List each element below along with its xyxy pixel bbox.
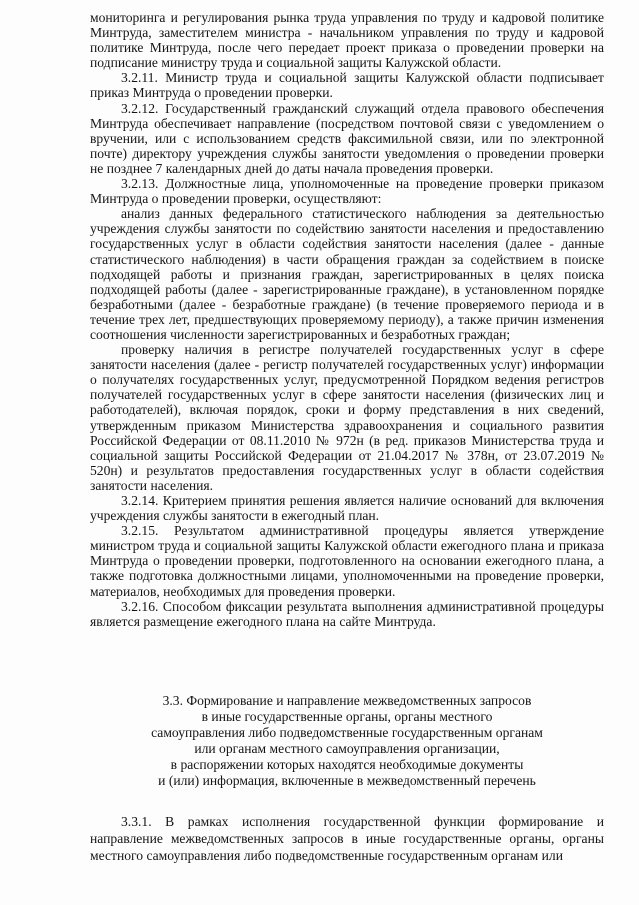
heading-line: в распоряжении которых находятся необходимые документы xyxy=(170,757,524,773)
paragraph-3-2-14: 3.2.14. Критерием принятия решения является наличие оснований для включения учреждения службы занятости в ежегодный план. xyxy=(90,493,604,524)
paragraph-analysis: анализ данных федерального статистического наблюдения за деятельностью учреждения службы занятости по содействию занятости населения и предоставлению государственных услуг в области содействия занятости населения (далее - данные статистического наблюдения) в части обращения граждан за содействием в поиске подходящей работы и признания граждан, зарегистрированных в целях поиска подходящей работы (далее - зарегистрированные граждане), в установленном порядке безработными (далее - безработные граждане) (в течение проверяемого периода и в течение трех лет, предшествующих проверяемому периоду), а также причин изменения соотношения численности зарегистрированных и безработных граждан; xyxy=(90,206,604,342)
heading-line: 3.3. Формирование и направление межведомственных запросов xyxy=(162,693,532,708)
heading-line: в иные государственные органы, органы местного xyxy=(201,709,493,725)
paragraph-register-check: проверку наличия в регистре получателей государственных услуг в сфере занятости населения (далее - регистр получателей государственных услуг) информации о получателях государственных услуг, предусмотренной Порядком ведения регистров получателей государственных услуг в сфере занятости населения (физических лиц и работодателей), включая порядок, сроки и форму представления в них сведений, утвержденным приказом Министерства здравоохранения и социального развития Российской Федерации от 08.11.2010 № 972н (в ред. приказов Министерства труда и социальной защиты Российской Федерации от 21.04.2017 № 378н, от 23.07.2019 № 520н) и результатов предоставления государственных услуг в области содействия занятости населения. xyxy=(90,342,604,493)
paragraph-continuation: мониторинга и регулирования рынка труда управления по труду и кадровой политике Минтруда, заместителем министра - начальником управления по труду и кадровой политике Минтруда, после чего передает проект приказа о проведении проверки на подписание министру труда и социальной защиты Калужской области. xyxy=(90,10,604,71)
paragraph-3-3-1: 3.3.1. В рамках исполнения государственной функции формирование и направление межведомственных запросов в иные государственные органы, органы местного самоуправления либо подведомственные государственным органам или xyxy=(90,814,604,863)
heading-line: и (или) информация, включенные в межведомственный перечень xyxy=(158,773,536,789)
paragraph-3-2-15: 3.2.15. Результатом административной процедуры является утверждение министром труда и социальной защиты Калужской области ежегодного плана и приказа Минтруда о проведении проверки, подготовленного на основании ежегодного плана, а также подготовка должностными лицами, уполномоченными на проведение проверки, материалов, необходимых для проведения проверки. xyxy=(90,523,604,599)
paragraph-3-2-16: 3.2.16. Способом фиксации результата выполнения административной процедуры является размещение ежегодного плана на сайте Минтруда. xyxy=(90,598,604,629)
heading-line: или органам местного самоуправления организации, xyxy=(194,741,500,757)
body-text xyxy=(90,10,604,629)
section-heading-3-3 xyxy=(90,693,604,790)
paragraph-3-2-13: 3.2.13. Должностные лица, уполномоченные на проведение проверки приказом Минтруда о проведении проверки, осуществляют: xyxy=(90,176,604,207)
paragraph-3-3-1-container xyxy=(90,813,604,864)
paragraph-3-2-11: 3.2.11. Министр труда и социальной защиты Калужской области подписывает приказ Минтруда о проведении проверки. xyxy=(90,70,604,101)
paragraph-3-2-12: 3.2.12. Государственный гражданский служащий отдела правового обеспечения Минтруда обеспечивает направление (посредством почтовой связи с уведомлением о вручении, или с использованием средств факсимильной связи, или по электронной почте) директору учреждения службы занятости уведомления о проведении проверки не позднее 7 календарных дней до даты начала проведения проверки. xyxy=(90,100,604,176)
heading-line: самоуправления либо подведомственные государственным органам xyxy=(151,725,543,741)
